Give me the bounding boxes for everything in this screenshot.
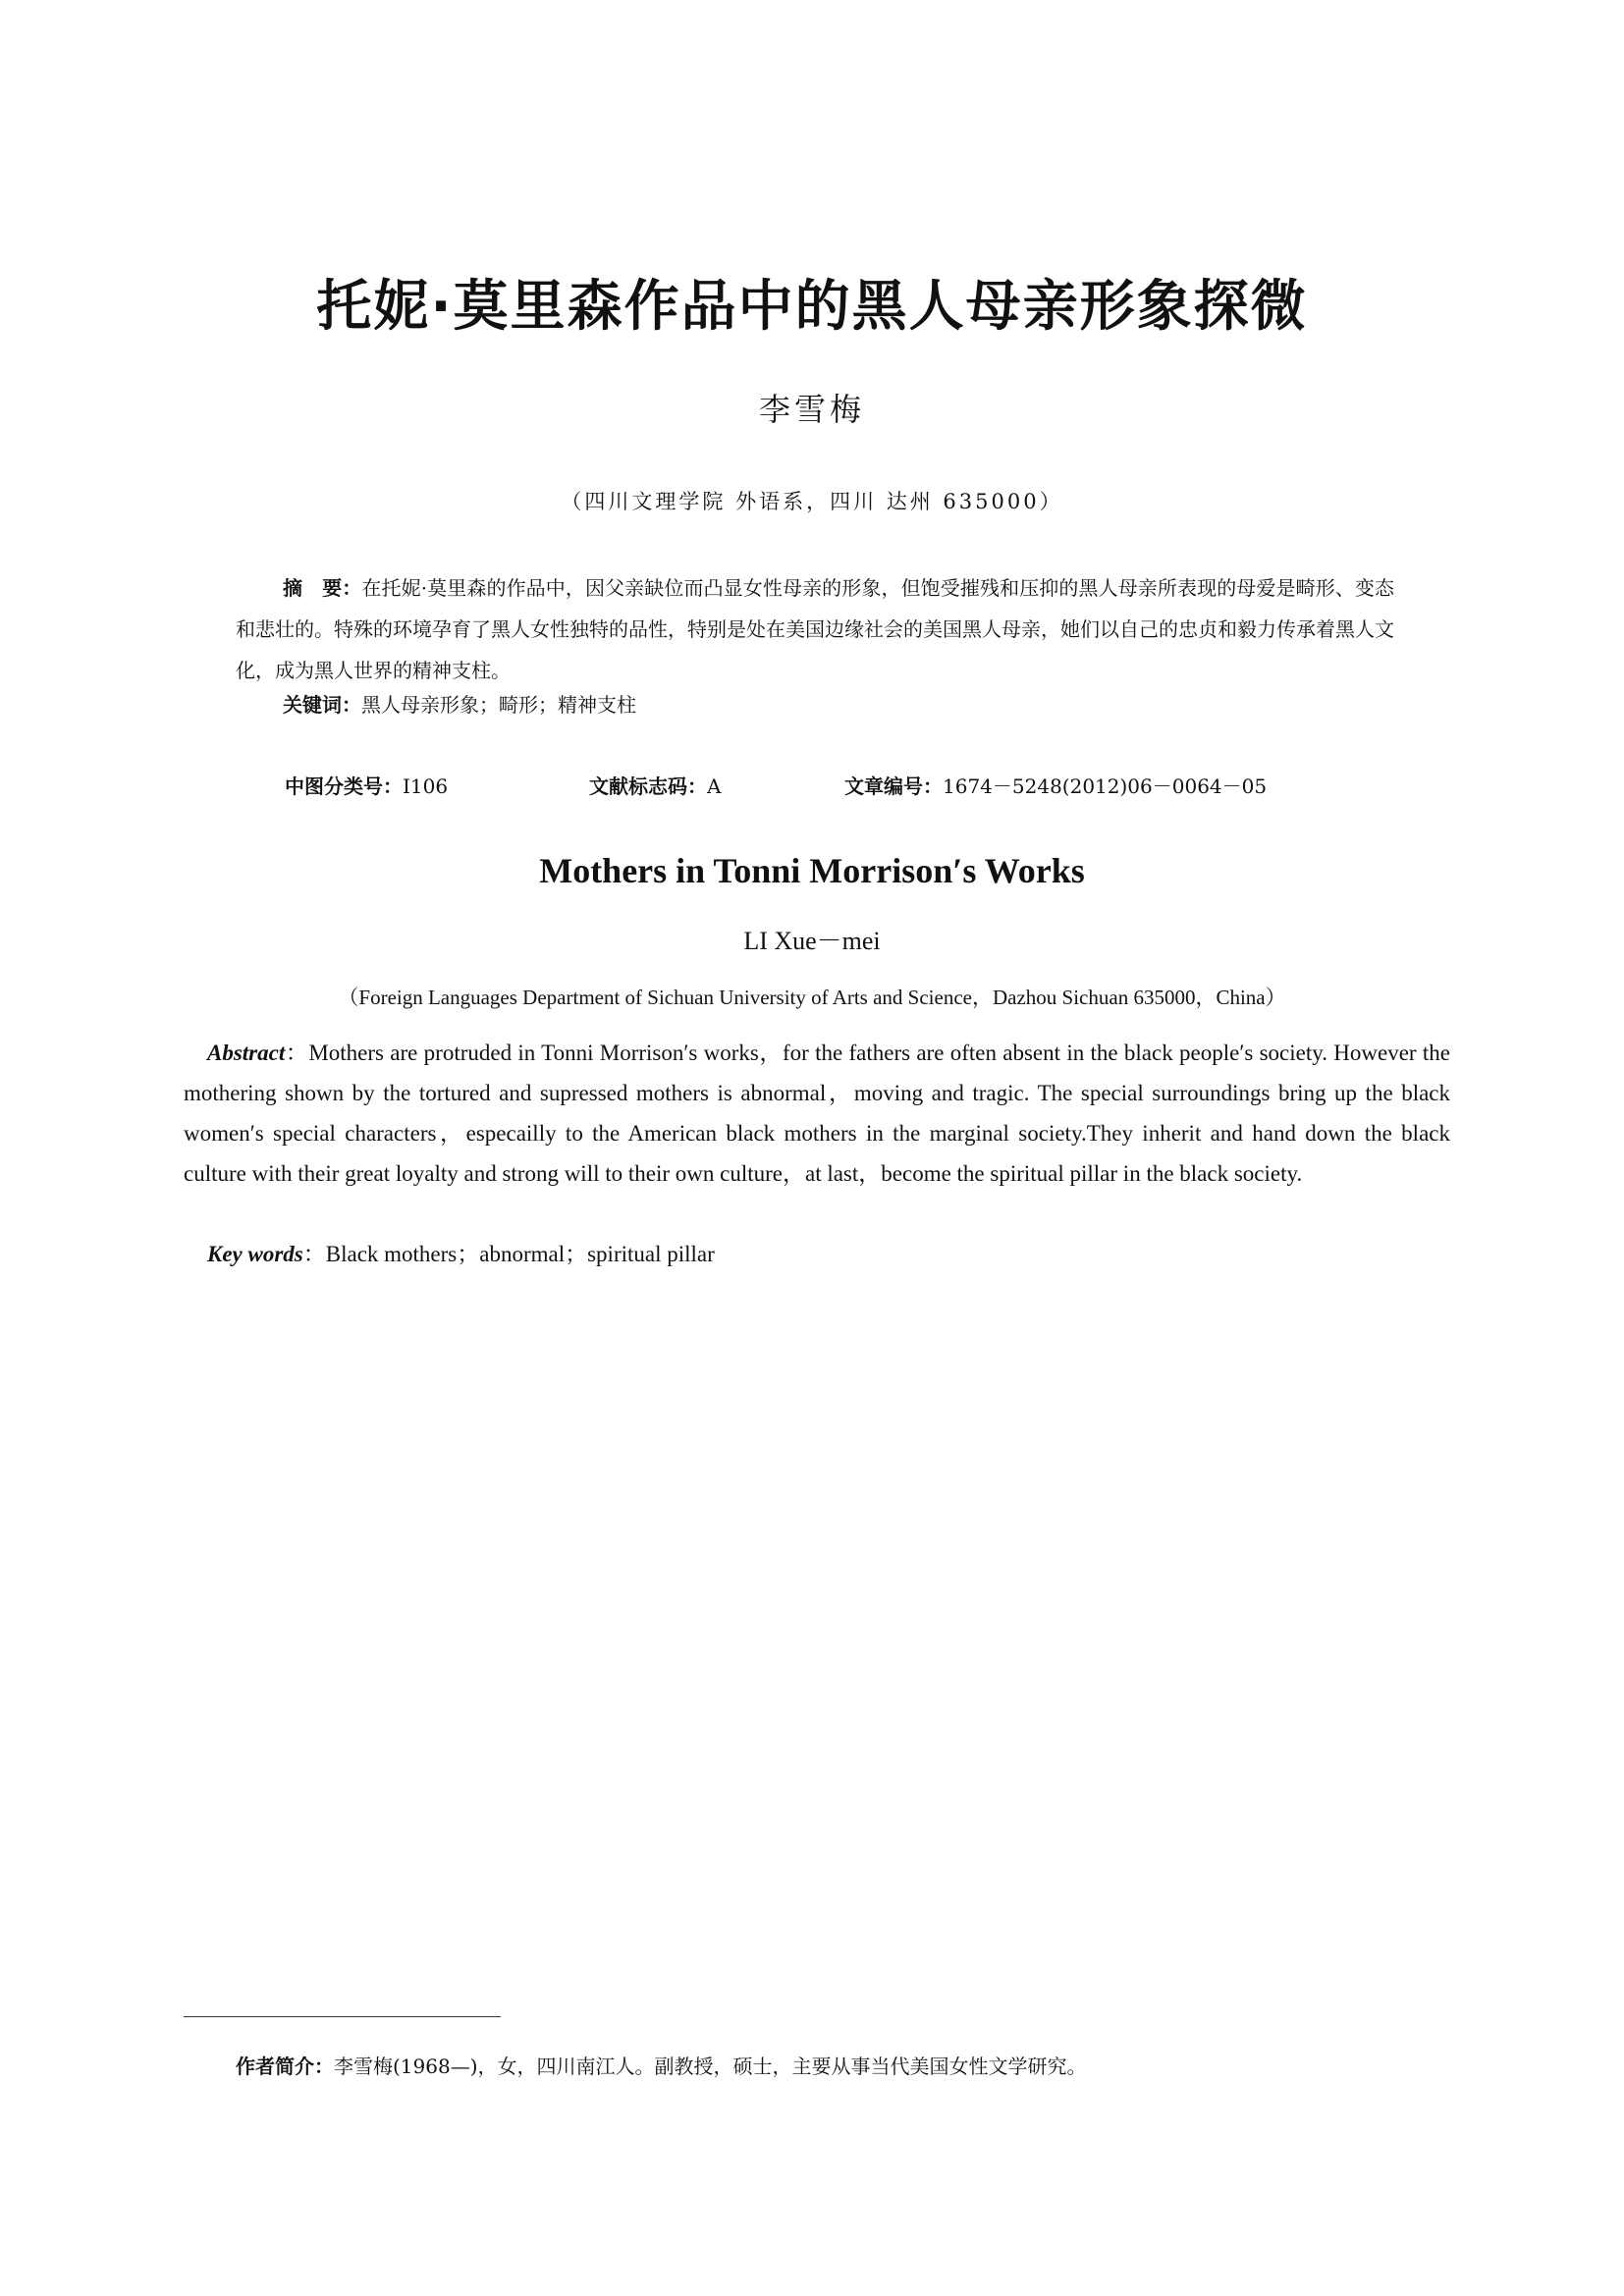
english-abstract	[184, 1033, 1450, 1194]
english-abstract-label: Abstract	[207, 1041, 286, 1065]
english-keywords-label: Key words	[207, 1242, 303, 1266]
chinese-affiliation: （四川文理学院 外语系，四川 达州 635000）	[561, 490, 1063, 513]
article-number-value: 1674－5248(2012)06－0064－05	[943, 774, 1268, 798]
article-number	[844, 772, 1267, 801]
document-code-label: 文献标志码：	[589, 774, 707, 798]
clc-value: I106	[403, 774, 449, 798]
english-abstract-paragraph	[184, 1033, 1450, 1194]
author-footnote	[236, 2052, 1087, 2081]
chinese-title: 托妮·莫里森作品中的黑人母亲形象探微	[316, 275, 1308, 339]
chinese-keywords-label: 关键词：	[283, 693, 361, 717]
english-keywords-text: ：Black mothers；abnormal；spiritual pillar	[302, 1242, 715, 1266]
english-keywords	[207, 1235, 715, 1274]
clc-label: 中图分类号：	[285, 774, 403, 798]
english-abstract-text: ：Mothers are protruded in Tonni Morrison′s works，for the fathers are often absent in the black people′s society. However the mothering shown by the tortured and supressed mothers is abnormal，moving and tragic. The special surroundings bring up the black women′s special characters，especailly to the American black mothers in the marginal society.They inherit and hand down the black culture with their great loyalty and strong will to their own culture，at last，become the spiritual pillar in the black society.	[184, 1041, 1450, 1186]
footnote-label: 作者简介：	[236, 2055, 334, 2078]
chinese-keywords-text: 黑人母亲形象；畸形；精神支柱	[361, 693, 636, 717]
chinese-abstract-label: 摘 要：	[283, 576, 362, 600]
chinese-abstract-text: 在托妮·莫里森的作品中，因父亲缺位而凸显女性母亲的形象，但饱受摧残和压抑的黑人母亲所表现的母爱是畸形、变态和悲壮的。特殊的环境孕育了黑人女性独特的品性，特别是处在美国边缘社会的美国黑人母亲，她们以自己的忠贞和毅力传承着黑人文化，成为黑人世界的精神支柱。	[236, 576, 1395, 682]
chinese-abstract	[236, 567, 1394, 691]
document-code	[589, 772, 721, 801]
english-title: Mothers in Tonni Morrison′s Works	[539, 851, 1085, 890]
clc-number	[285, 772, 448, 801]
footnote-text: 李雪梅(1968—)，女，四川南江人。副教授，硕士，主要从事当代美国女性文学研究。	[334, 2055, 1087, 2078]
english-affiliation: （Foreign Languages Department of Sichuan University of Arts and Science，Dazhou Sichuan 635000，China）	[338, 986, 1286, 1009]
english-author: LI Xue－mei	[743, 927, 881, 955]
document-code-value: A	[707, 774, 722, 798]
article-number-label: 文章编号：	[844, 774, 943, 798]
chinese-abstract-paragraph	[236, 567, 1394, 691]
footnote-divider	[184, 2016, 501, 2017]
chinese-author: 李雪梅	[758, 391, 865, 428]
chinese-keywords	[283, 687, 636, 722]
